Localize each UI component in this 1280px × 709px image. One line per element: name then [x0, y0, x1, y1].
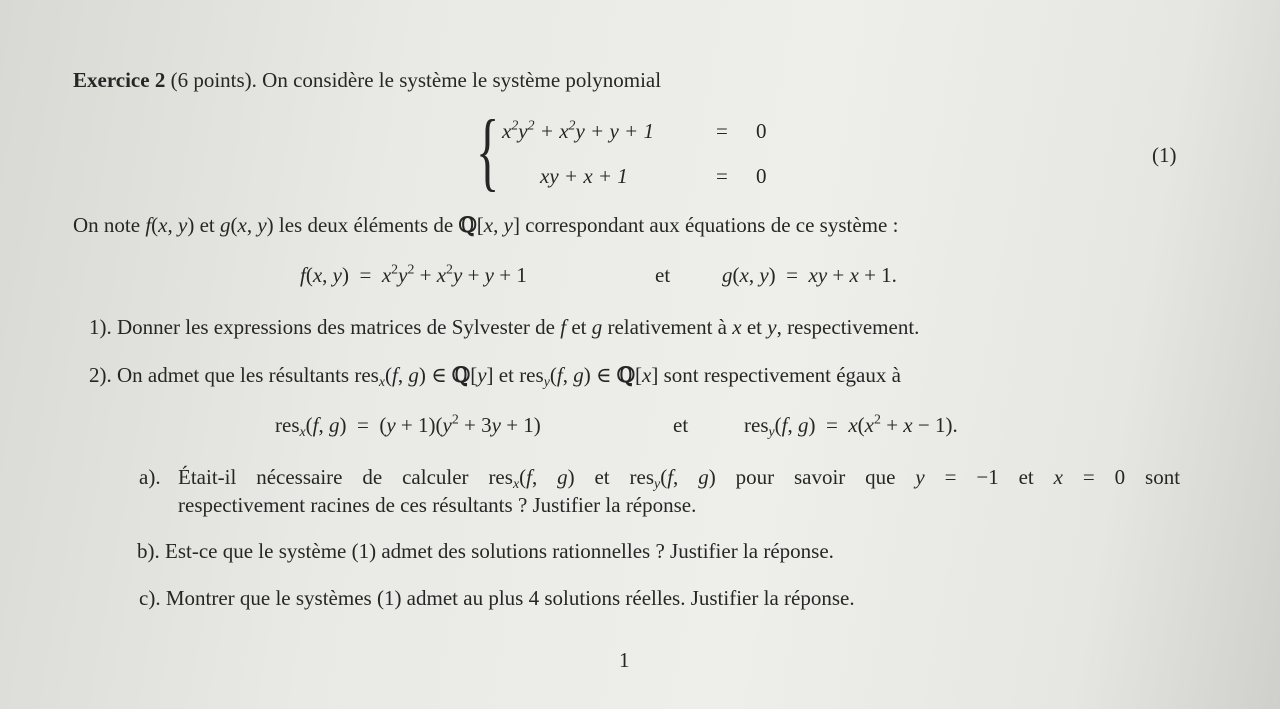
- system-eq2-rhs: 0: [756, 164, 767, 188]
- definition-f: f(x, $y) = x^2y^2 + x^2y + y + 1$: [300, 261, 527, 287]
- exercise-heading: [73, 68, 661, 93]
- note-text-c: les deux éléments de: [273, 213, 459, 237]
- exercise-title: Exercice 2: [73, 68, 166, 92]
- system-eq2-lhs: xy + x + 1: [540, 164, 628, 188]
- resultant-x: res$_x$(f, $g) = (y + 1)(y^2 + 3y + 1)$: [275, 411, 541, 440]
- system-eq2-equals: =: [716, 164, 728, 188]
- note-text-d: correspondant aux équations de ce système :: [519, 213, 899, 237]
- question-2b: [137, 539, 834, 564]
- definition-conj: et: [655, 263, 671, 287]
- definition-g: g(x, y) = xy + x + 1.: [722, 263, 897, 287]
- note-text-a: On note: [73, 213, 146, 237]
- q2b-number: b).: [137, 539, 160, 563]
- system-eq1-lhs: $x^2y^2 + x^2y + y + 1$: [502, 117, 654, 143]
- system-eq1-equals: =: [716, 119, 728, 143]
- note-line: On note f(x, y) et g(x, y) les deux éléments de ℚ[x, y] correspondant aux équations de ce système :: [73, 212, 899, 237]
- resultant-y: res$_y$(f, $g) = x(x^2 + x - 1)$.: [744, 411, 958, 440]
- question-1: 1). Donner les expressions des matrices de Sylvester de f et g relativement à x et y, respectivement.: [89, 315, 920, 339]
- system-eq1-rhs: 0: [756, 119, 767, 143]
- question-2a-number: a).: [139, 465, 161, 489]
- q2c-number: c).: [139, 586, 161, 610]
- note-text-b: et: [194, 213, 220, 237]
- q2-text-c: sont respectivement égaux à: [658, 363, 901, 387]
- q2-text-b: et: [493, 363, 520, 387]
- q2-text-a: On admet que les résultants: [117, 363, 355, 387]
- system-brace: {: [476, 103, 500, 200]
- question-2a-line2: respectivement racines de ces résultants ? Justifier la réponse.: [178, 493, 697, 517]
- q2-number: 2).: [89, 363, 112, 387]
- exercise-points: (6 points).: [170, 68, 257, 92]
- system-label: (1): [1152, 143, 1177, 167]
- question-2a-line1: Était-il nécessaire de calculer res$_x$(f, g) et res$_y$(f, g) pour savoir que y = −1 et x = 0 sont: [178, 465, 1181, 492]
- q2b-text: Est-ce que le système (1) admet des solutions rationnelles ? Justifier la réponse.: [165, 539, 834, 563]
- page-number: 1: [619, 648, 630, 672]
- question-2c: [139, 586, 855, 611]
- question-2: 2). On admet que les résultants res$_x$(f, g) ∈ ℚ[y] et res$_y$(f, g) ∈ ℚ[x] sont respectivement égaux à: [89, 362, 901, 390]
- q2c-text: Montrer que le systèmes (1) admet au plus 4 solutions réelles. Justifier la réponse.: [165, 586, 855, 610]
- q1-number: 1).: [89, 315, 112, 339]
- resultant-conj: et: [673, 413, 689, 437]
- exercise-intro: On considère le système le système polynomial: [262, 68, 662, 92]
